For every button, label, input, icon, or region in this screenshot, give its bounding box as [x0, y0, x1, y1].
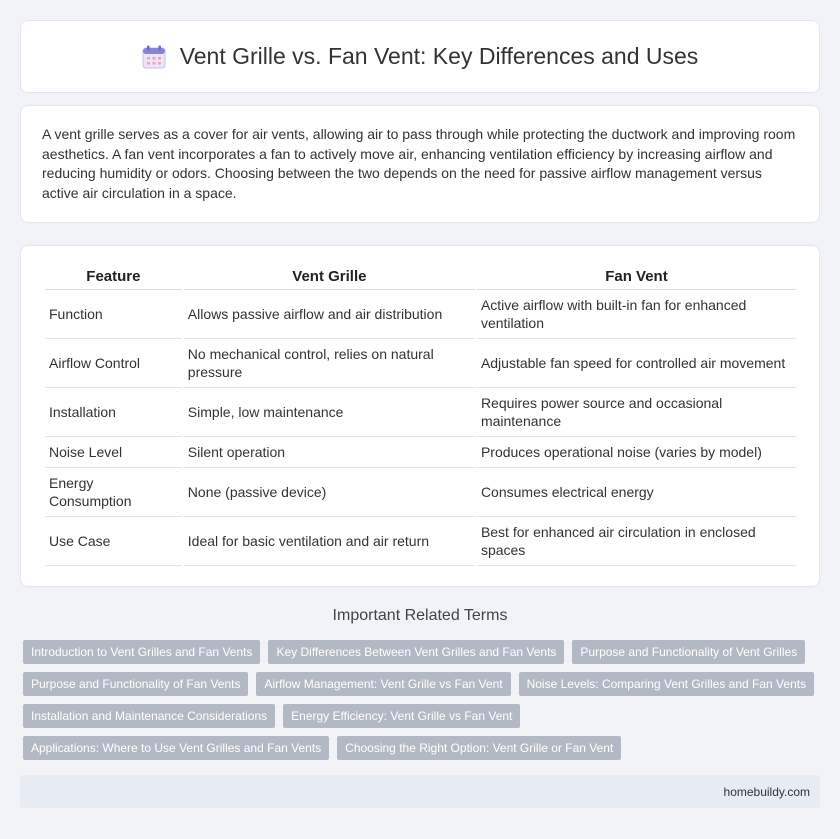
header-fan-vent: Fan Vent: [477, 264, 796, 290]
header-vent-grille: Vent Grille: [184, 264, 475, 290]
related-terms-title: Important Related Terms: [332, 607, 508, 624]
cell-feature: Energy Consumption: [45, 468, 182, 517]
cell-vent-grille: None (passive device): [184, 468, 475, 517]
cell-vent-grille: Allows passive airflow and air distribution: [184, 290, 475, 339]
cell-fan-vent: Best for enhanced air circulation in enclosed spaces: [477, 517, 796, 566]
cell-fan-vent: Consumes electrical energy: [477, 468, 796, 517]
related-tag[interactable]: Choosing the Right Option: Vent Grille or Fan Vent: [337, 736, 621, 760]
cell-fan-vent: Adjustable fan speed for controlled air movement: [477, 339, 796, 388]
related-tag[interactable]: Purpose and Functionality of Vent Grilles: [572, 640, 805, 664]
intro-text: A vent grille serves as a cover for air vents, allowing air to pass through while protecting the ductwork and improving room aesthetics. A fan vent incorporates a fan to actively move air, enhancing ventilation efficiency by increasing airflow and reducing humidity or odors. Choosing between the two depends on the need for passive airflow management versus active air circulation in a space.: [42, 126, 796, 201]
cell-feature: Function: [45, 290, 182, 339]
related-tags: [23, 640, 813, 768]
cell-feature: Use Case: [45, 517, 182, 566]
related-tag[interactable]: Purpose and Functionality of Fan Vents: [23, 672, 248, 696]
related-tag[interactable]: Energy Efficiency: Vent Grille vs Fan Vent: [283, 704, 520, 728]
table-header-row: [45, 264, 796, 290]
cell-feature: Noise Level: [45, 437, 182, 468]
comparison-table: [43, 264, 798, 566]
table-row: [45, 388, 796, 437]
calendar-icon: [142, 45, 166, 69]
table-row: [45, 339, 796, 388]
header-feature: Feature: [45, 264, 182, 290]
related-tag[interactable]: Applications: Where to Use Vent Grilles and Fan Vents: [23, 736, 329, 760]
table-row: [45, 468, 796, 517]
cell-vent-grille: Silent operation: [184, 437, 475, 468]
comparison-table-card: [20, 245, 820, 587]
page-title: Vent Grille vs. Fan Vent: Key Differences and Uses: [179, 43, 699, 69]
intro-card: [20, 105, 820, 223]
related-tag[interactable]: Key Differences Between Vent Grilles and Fan Vents: [268, 640, 564, 664]
cell-fan-vent: Requires power source and occasional maintenance: [477, 388, 796, 437]
related-tag[interactable]: Installation and Maintenance Considerations: [23, 704, 275, 728]
footer-site-link[interactable]: homebuildy.com: [723, 785, 810, 799]
table-row: [45, 437, 796, 468]
related-tag[interactable]: Airflow Management: Vent Grille vs Fan Vent: [256, 672, 510, 696]
table-row: [45, 290, 796, 339]
cell-feature: Airflow Control: [45, 339, 182, 388]
title-card: [20, 20, 820, 93]
table-row: [45, 517, 796, 566]
related-tag[interactable]: Introduction to Vent Grilles and Fan Vents: [23, 640, 260, 664]
cell-vent-grille: Ideal for basic ventilation and air return: [184, 517, 475, 566]
related-tag[interactable]: Noise Levels: Comparing Vent Grilles and Fan Vents: [519, 672, 814, 696]
cell-fan-vent: Produces operational noise (varies by model): [477, 437, 796, 468]
footer: [20, 775, 820, 808]
cell-fan-vent: Active airflow with built-in fan for enhanced ventilation: [477, 290, 796, 339]
cell-vent-grille: No mechanical control, relies on natural pressure: [184, 339, 475, 388]
cell-vent-grille: Simple, low maintenance: [184, 388, 475, 437]
cell-feature: Installation: [45, 388, 182, 437]
